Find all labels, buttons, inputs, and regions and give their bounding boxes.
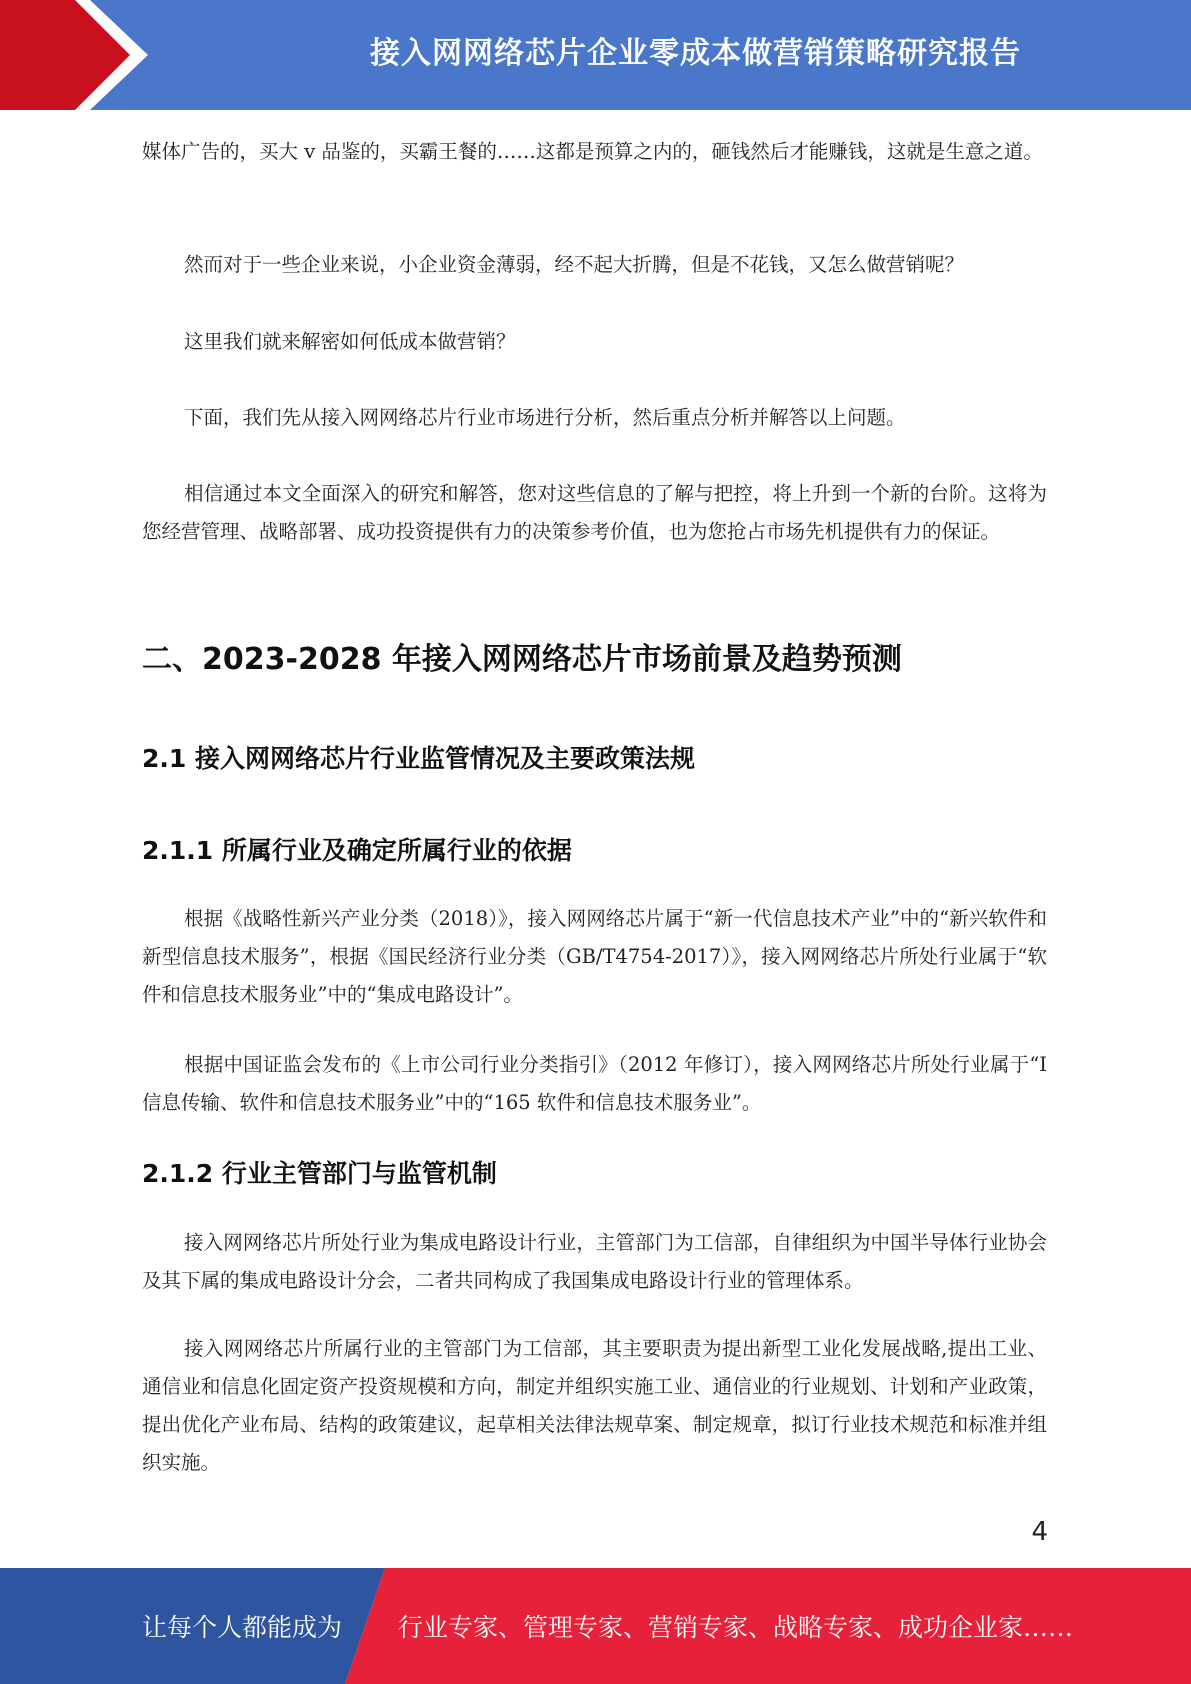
- footer-slogan-right: 行业专家、管理专家、营销专家、战略专家、成功企业家……: [398, 1613, 1074, 1642]
- report-title: 接入网网络芯片企业零成本做营销策略研究报告: [370, 36, 1021, 71]
- section-heading: 二、2023-2028 年接入网网络芯片市场前景及趋势预测: [142, 642, 902, 677]
- paragraph: 媒体广告的，买大 v 品鉴的，买霸王餐的……这都是预算之内的，砸钱然后才能赚钱，这就是生意之道。: [142, 140, 1043, 163]
- page-number: 4: [1031, 1517, 1048, 1547]
- paragraph: 根据中国证监会发布的《上市公司行业分类指引》（2012 年修订），接入网网络芯片所处行业属于“I 信息传输、软件和信息技术服务业”中的“165 软件和信息技术服务业”。: [142, 1053, 1047, 1114]
- paragraph: 然而对于一些企业来说，小企业资金薄弱，经不起大折腾，但是不花钱，又怎么做营销呢？: [184, 253, 965, 276]
- paragraph: 下面，我们先从接入网网络芯片行业市场进行分析，然后重点分析并解答以上问题。: [184, 406, 906, 429]
- paragraph: 这里我们就来解密如何低成本做营销？: [184, 330, 516, 353]
- subsection-heading: 2.1.1 所属行业及确定所属行业的依据: [142, 836, 572, 865]
- header-chevron: [0, 0, 200, 110]
- paragraph: 根据《战略性新兴产业分类（2018）》，接入网网络芯片属于“新一代信息技术产业”中的“新兴软件和新型信息技术服务”，根据《国民经济行业分类（GB/T4754-2017）》，接入网网络芯片所处行业属于“软件和信息技术服务业”中的“集成电路设计”。: [142, 907, 1047, 1006]
- subsection-heading: 2.1.2 行业主管部门与监管机制: [142, 1159, 497, 1188]
- header-banner: [0, 0, 1191, 110]
- footer-slogan-left: 让每个人都能成为: [142, 1613, 343, 1642]
- subsection-heading: 2.1 接入网网络芯片行业监管情况及主要政策法规: [142, 744, 695, 773]
- paragraph: 相信通过本文全面深入的研究和解答，您对这些信息的了解与把控，将上升到一个新的台阶。这将为您经营管理、战略部署、成功投资提供有力的决策参考价值，也为您抢占市场先机提供有力的保证。: [142, 482, 1047, 543]
- paragraph: 接入网网络芯片所处行业为集成电路设计行业，主管部门为工信部，自律组织为中国半导体行业协会及其下属的集成电路设计分会，二者共同构成了我国集成电路设计行业的管理体系。: [142, 1231, 1047, 1292]
- paragraph: 接入网网络芯片所属行业的主管部门为工信部，其主要职责为提出新型工业化发展战略,提出工业、通信业和信息化固定资产投资规模和方向，制定并组织实施工业、通信业的行业规划、计划和产业政策，提出优化产业布局、结构的政策建议，起草相关法律法规草案、制定规章，拟订行业技术规范和标准并组织实施。: [142, 1337, 1047, 1474]
- footer-banner: [0, 1568, 1191, 1684]
